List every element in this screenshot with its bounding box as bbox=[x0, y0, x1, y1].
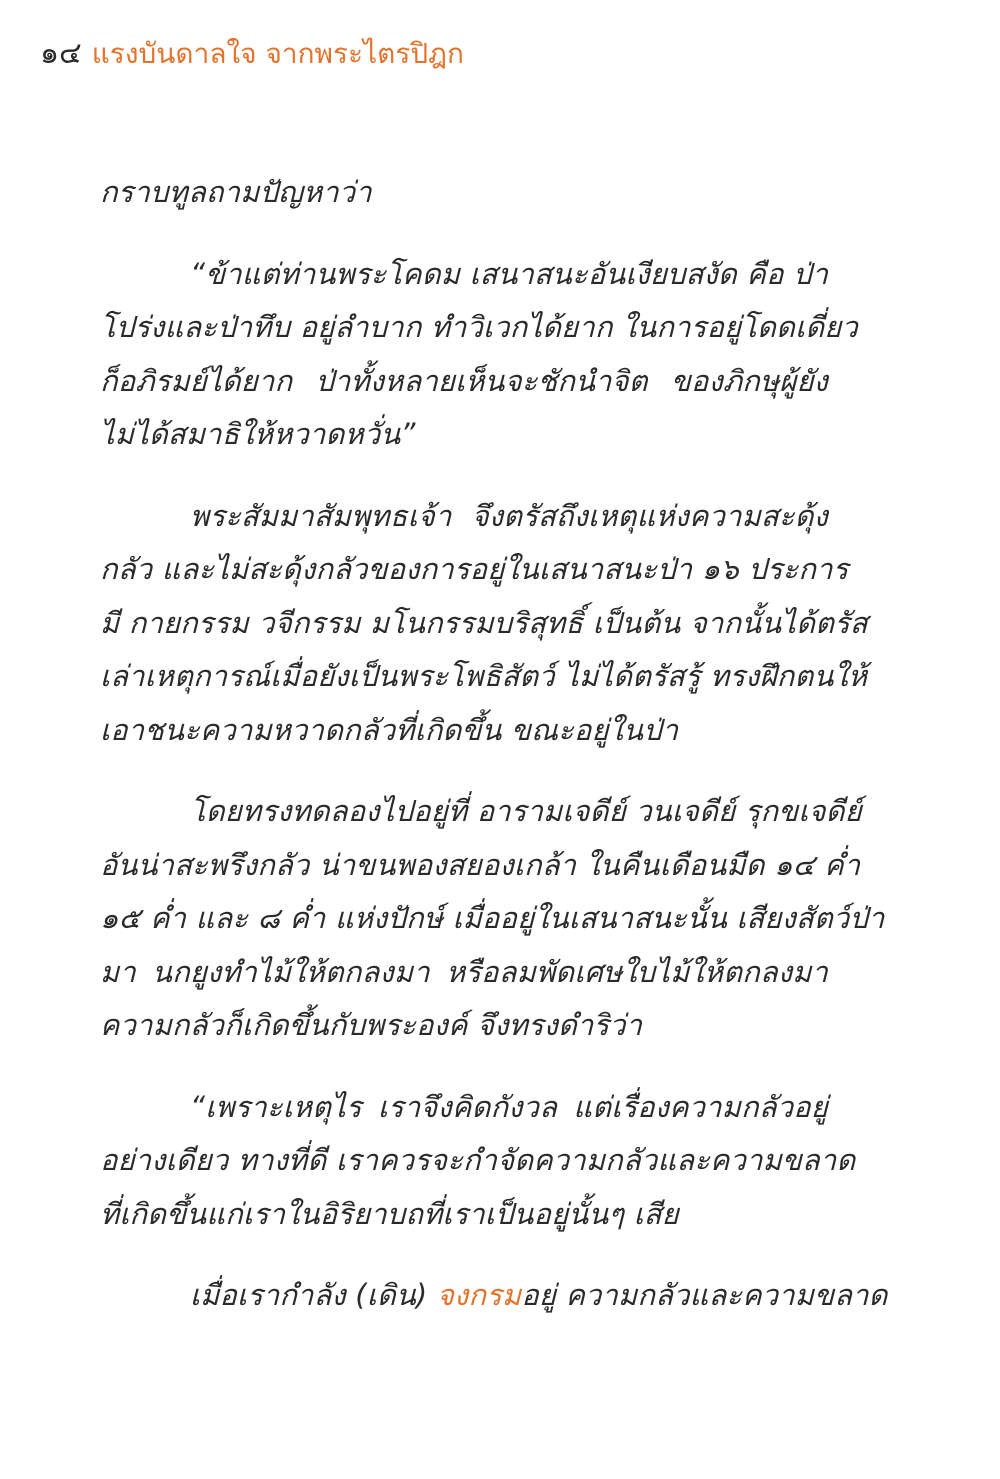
book-title: แรงบันดาลใจ จากพระไตรปิฎก bbox=[91, 37, 464, 70]
paragraph-monk-question bbox=[100, 248, 858, 462]
page-header bbox=[40, 30, 464, 74]
text-line: โดยทรงทดลองไปอยู่ที่ อารามเจดีย์ วนเจดีย์ รุกขเจดีย์ bbox=[190, 794, 862, 828]
text-line: เอาชนะความหวาดกลัวที่เกิดขึ้น ขณะอยู่ในป่า bbox=[100, 712, 679, 747]
text-line bbox=[100, 1269, 888, 1323]
text-line: มา นกยูงทำไม้ให้ตกลงมา หรือลมพัดเศษใบไม้ให้ตกลงมา bbox=[100, 954, 828, 989]
paragraph-buddha-answer bbox=[100, 490, 868, 758]
text-line: มี กายกรรม วจีกรรม มโนกรรมบริสุทธิ์ เป็นต้น จากนั้นได้ตรัส bbox=[100, 605, 868, 640]
page-number: ๑๔ bbox=[40, 36, 82, 71]
paragraph-forest-experiment bbox=[100, 785, 885, 1053]
highlighted-term: จงกรม bbox=[436, 1278, 522, 1312]
text-line: ๑๕ ค่ำ และ ๘ ค่ำ แห่งปักษ์ เมื่ออยู่ในเสนาสนะนั้น เสียงสัตว์ป่า bbox=[100, 901, 885, 935]
text-line: อันน่าสะพรึงกลัว น่าขนพองสยองเกล้า ในคืนเดือนมืด ๑๔ ค่ำ bbox=[100, 847, 861, 882]
text-line: ไม่ได้สมาธิให้หวาดหวั่น” bbox=[100, 417, 416, 451]
body-text bbox=[100, 166, 888, 1351]
text-line: ที่เกิดขึ้นแก่เราในอิริยาบถที่เราเป็นอยู่นั้นๆ เสีย bbox=[100, 1196, 679, 1231]
paragraph-reflection bbox=[100, 1081, 856, 1242]
text-fragment: อยู่ ความกลัวและความขลาด bbox=[521, 1278, 888, 1312]
text-line: กลัว และไม่สะดุ้งกลัวของการอยู่ในเสนาสนะป่า ๑๖ ประการ bbox=[100, 552, 849, 586]
paragraph-walking-meditation bbox=[100, 1269, 888, 1323]
paragraph-question-intro bbox=[100, 166, 828, 220]
text-line: โปร่งและป่าทึบ อยู่ลำบาก ทำวิเวกได้ยาก ในการอยู่โดดเดี่ยว bbox=[100, 310, 858, 344]
text-line: “ข้าแต่ท่านพระโคดม เสนาสนะอันเงียบสงัด คือ ป่า bbox=[190, 256, 829, 291]
text-line: พระสัมมาสัมพุทธเจ้า จึงตรัสถึงเหตุแห่งความสะดุ้ง bbox=[190, 498, 828, 533]
text-fragment: เมื่อเรากำลัง (เดิน) bbox=[190, 1278, 437, 1312]
text-line: ความกลัวก็เกิดขึ้นกับพระองค์ จึงทรงดำริว่า bbox=[100, 1008, 643, 1042]
text-line: เล่าเหตุการณ์เมื่อยังเป็นพระโพธิสัตว์ ไม่ได้ตรัสรู้ ทรงฝึกตนให้ bbox=[100, 659, 868, 693]
text-line: “เพราะเหตุไร เราจึงคิดกังวล แต่เรื่องความกลัวอยู่ bbox=[190, 1089, 828, 1124]
text-line: ก็อภิรมย์ได้ยาก ป่าทั้งหลายเห็นจะชักนำจิต ของภิกษุผู้ยัง bbox=[100, 363, 828, 398]
text-line: อย่างเดียว ทางที่ดี เราควรจะกำจัดความกลัวและความขลาด bbox=[100, 1143, 856, 1177]
text-line: กราบทูลถามปัญหาว่า bbox=[100, 175, 372, 209]
